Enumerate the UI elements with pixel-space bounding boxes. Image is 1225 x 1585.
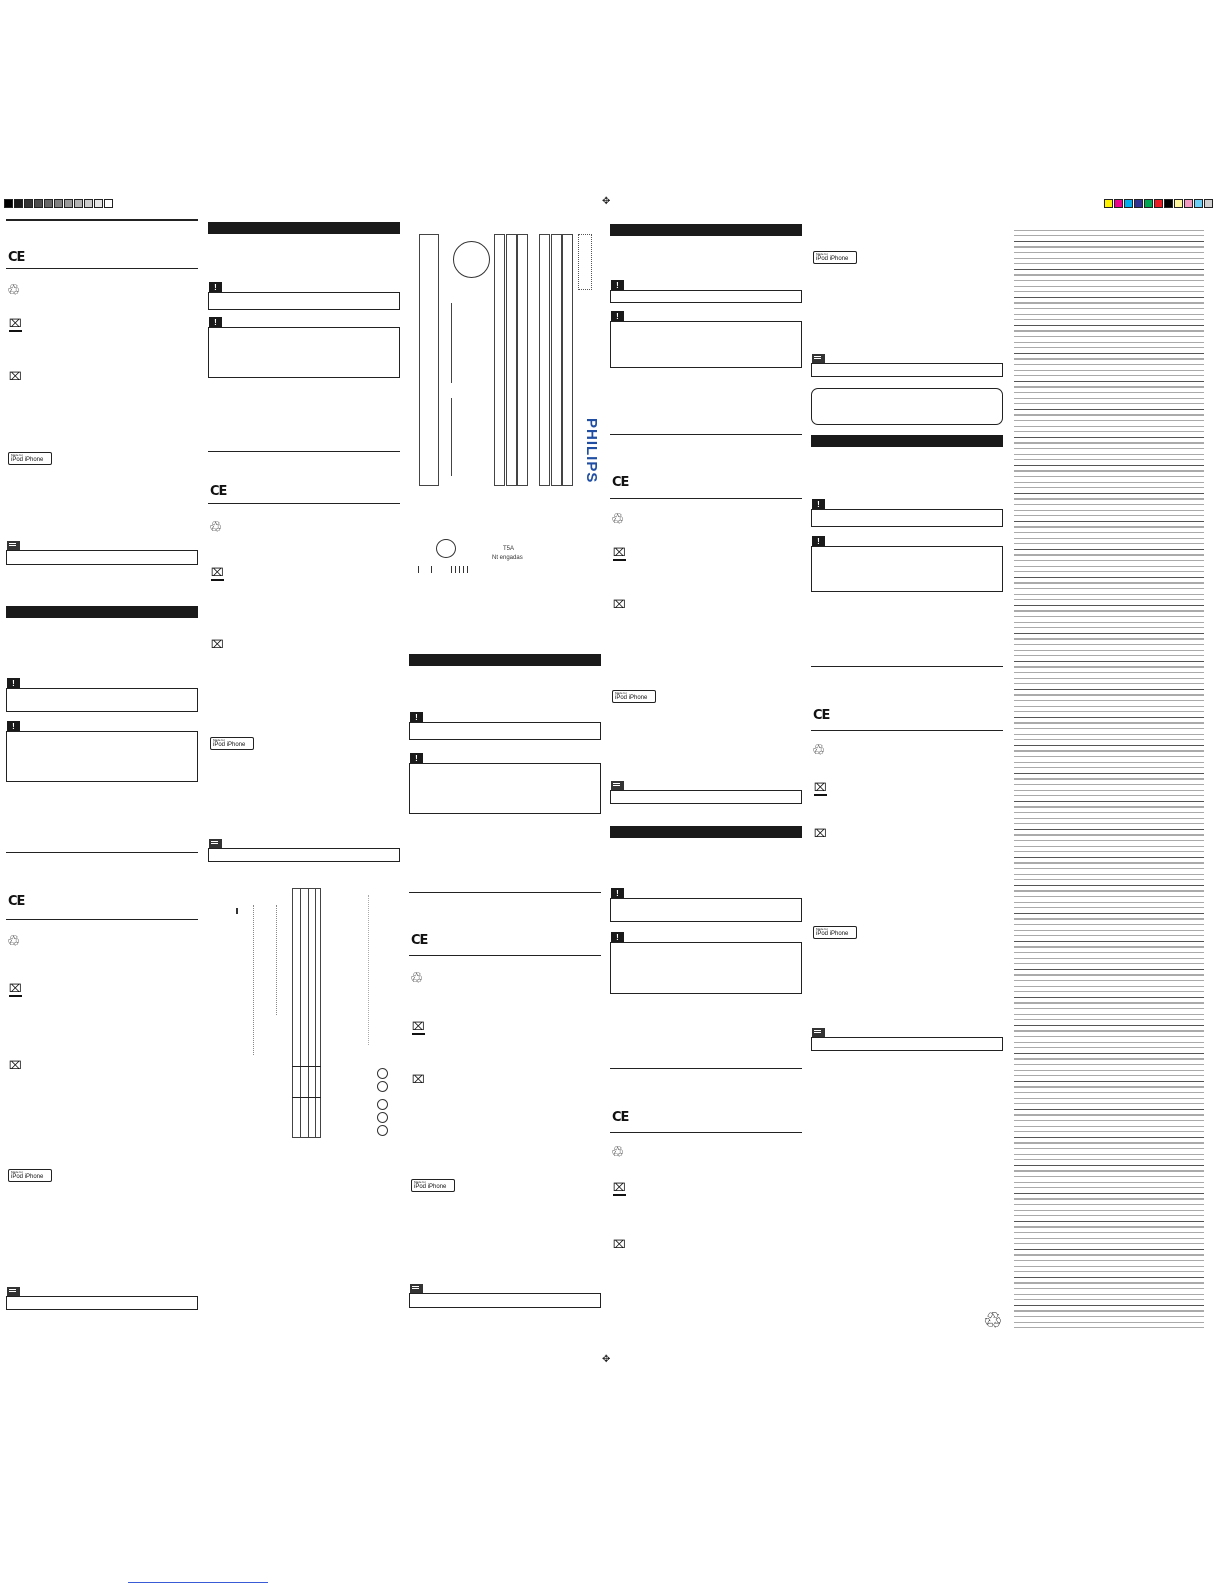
- section-rule: [610, 498, 802, 499]
- warning-icon: !: [611, 888, 624, 899]
- product-diagram-circle: [453, 241, 490, 278]
- section-rule: [208, 503, 400, 504]
- philips-logo: PHILIPS: [583, 418, 600, 484]
- made-for-devices: iPod iPhone: [816, 931, 849, 937]
- caution-box: [811, 509, 1003, 527]
- accessory-icon: [377, 1068, 388, 1079]
- gray-swatch: [104, 199, 113, 208]
- note-icon: [7, 541, 20, 550]
- registration-mark-icon: ✥: [602, 1354, 611, 1365]
- crossed-bin-icon: ⌧: [9, 982, 22, 995]
- gray-swatch: [4, 199, 13, 208]
- note-icon: [611, 781, 624, 790]
- section-rule: [610, 1068, 802, 1069]
- diagram-speech-bubble: [436, 539, 456, 558]
- section-header-bar: [6, 606, 198, 618]
- note-icon: [209, 839, 222, 848]
- recycle-icon: ♲: [209, 518, 223, 536]
- crossed-bin-icon: ⌧: [9, 370, 22, 383]
- caution-box: [409, 722, 601, 740]
- spec-table-divider: [308, 888, 309, 1138]
- gray-swatch: [84, 199, 93, 208]
- spec-table-row-rule: [292, 1066, 321, 1067]
- ce-mark: CE: [612, 1110, 629, 1125]
- spec-table-divider: [300, 888, 301, 1138]
- recycle-icon: ♲: [812, 741, 826, 759]
- product-diagram-panel: [517, 234, 528, 486]
- note-box: [208, 848, 400, 862]
- color-swatch: [1164, 199, 1173, 208]
- warning-icon: !: [611, 280, 624, 291]
- recycle-icon: ♲: [410, 969, 424, 987]
- ce-mark: CE: [8, 250, 25, 265]
- caution-box: [610, 290, 802, 303]
- ce-mark: CE: [210, 484, 227, 499]
- note-icon: [812, 354, 825, 363]
- gray-swatch: [14, 199, 23, 208]
- made-for-label: Made for: [11, 1170, 23, 1174]
- crossed-bin-icon: ⌧: [613, 1238, 626, 1251]
- gray-swatch: [34, 199, 43, 208]
- ce-mark: CE: [8, 894, 25, 909]
- made-for-devices: iPod iPhone: [615, 695, 648, 701]
- note-icon: [410, 1284, 423, 1293]
- product-diagram-panel: [539, 234, 550, 486]
- made-for-ipod-iphone-badge: [210, 737, 254, 750]
- gray-swatch: [44, 199, 53, 208]
- ce-mark: CE: [612, 475, 629, 490]
- recycle-icon: ♲: [983, 1309, 1003, 1334]
- spec-table: [292, 888, 321, 1138]
- note-box: [6, 550, 198, 565]
- warning-box: [610, 942, 802, 994]
- color-swatch: [1124, 199, 1133, 208]
- note-box: [610, 790, 802, 804]
- section-rule: [610, 434, 802, 435]
- crossed-bin-icon: ⌧: [412, 1073, 425, 1086]
- recycle-icon: ♲: [611, 1143, 625, 1161]
- product-diagram-panel: [494, 234, 505, 486]
- made-for-label: Made for: [816, 927, 828, 931]
- recycle-icon: ♲: [7, 932, 21, 950]
- recycle-icon: ♲: [611, 510, 625, 528]
- color-swatch: [1194, 199, 1203, 208]
- spec-table-row-rule: [292, 1097, 321, 1098]
- made-for-ipod-iphone-badge: [813, 251, 857, 264]
- section-header-bar: [610, 224, 802, 236]
- warning-icon: !: [611, 932, 624, 943]
- product-diagram-panel: [506, 234, 517, 486]
- crossed-bin-icon: ⌧: [412, 1020, 425, 1033]
- warning-box: [610, 321, 802, 368]
- made-for-ipod-iphone-badge: [813, 926, 857, 939]
- color-swatch: [1114, 199, 1123, 208]
- section-rule: [208, 451, 400, 452]
- note-box: [811, 363, 1003, 377]
- warning-icon: !: [209, 317, 222, 328]
- made-for-devices: iPod iPhone: [213, 742, 246, 748]
- section-rule: [811, 730, 1003, 731]
- section-rule: [409, 892, 601, 893]
- note-box: [6, 1296, 198, 1310]
- warning-box: [409, 763, 601, 814]
- accessory-icon: [377, 1112, 388, 1123]
- caution-box: [6, 688, 198, 712]
- warning-icon: !: [7, 721, 20, 732]
- diagram-callout-line: [451, 303, 452, 383]
- warning-box: [208, 327, 400, 378]
- product-diagram-panel: [419, 234, 439, 486]
- spec-table-divider: [315, 888, 316, 1138]
- warning-icon: !: [410, 753, 423, 764]
- dotted-leader: [276, 905, 277, 1015]
- section-header-bar: [610, 826, 802, 838]
- crossed-bin-icon: ⌧: [211, 638, 224, 651]
- gray-swatch: [94, 199, 103, 208]
- warning-icon: !: [812, 499, 825, 510]
- rounded-info-box: [811, 388, 1003, 425]
- caution-box: [208, 292, 400, 310]
- section-rule: [610, 1132, 802, 1133]
- made-for-label: Made for: [615, 691, 627, 695]
- gray-swatch: [24, 199, 33, 208]
- warning-icon: !: [7, 678, 20, 689]
- crossed-bin-icon: ⌧: [9, 1059, 22, 1072]
- accessory-icon: [377, 1081, 388, 1092]
- ce-mark: CE: [813, 708, 830, 723]
- dotted-leader: [253, 905, 254, 1055]
- product-diagram-panel: [578, 234, 592, 290]
- color-swatch: [1104, 199, 1113, 208]
- crossed-bin-icon: ⌧: [613, 1181, 626, 1194]
- color-swatch: [1144, 199, 1153, 208]
- section-rule: [6, 219, 198, 221]
- section-rule: [409, 955, 601, 956]
- section-rule: [811, 666, 1003, 667]
- section-header-bar: [409, 654, 601, 666]
- gray-swatch: [64, 199, 73, 208]
- process-color-bar: [1104, 199, 1214, 208]
- color-swatch: [1134, 199, 1143, 208]
- link-underline: [128, 1582, 268, 1583]
- diagram-callout-line: [451, 398, 452, 476]
- note-icon: [7, 1287, 20, 1296]
- crossed-bin-icon: ⌧: [613, 598, 626, 611]
- note-box: [811, 1037, 1003, 1051]
- made-for-ipod-iphone-badge: [612, 690, 656, 703]
- warning-box: [6, 731, 198, 782]
- made-for-devices: iPod iPhone: [414, 1184, 447, 1190]
- dotted-leader: [368, 895, 369, 1045]
- warning-icon: !: [812, 536, 825, 547]
- diagram-label: T5A: [503, 546, 515, 552]
- diagram-label: Nt engadas: [492, 555, 523, 561]
- recycle-icon: ♲: [7, 281, 21, 299]
- color-swatch: [1174, 199, 1183, 208]
- made-for-label: Made for: [414, 1180, 426, 1184]
- color-swatch: [1154, 199, 1163, 208]
- accessory-icon: [377, 1125, 388, 1136]
- warning-icon: !: [410, 712, 423, 723]
- diagram-tick-marks: [418, 566, 432, 573]
- gray-swatch: [54, 199, 63, 208]
- crossed-bin-icon: ⌧: [9, 317, 22, 330]
- crossed-bin-icon: ⌧: [211, 566, 224, 579]
- registration-mark-icon: ✥: [602, 196, 611, 207]
- diagram-tick-marks: [451, 566, 471, 573]
- caution-box: [610, 898, 802, 922]
- made-for-devices: iPod iPhone: [11, 457, 44, 463]
- section-header-bar: [811, 435, 1003, 447]
- warning-icon: !: [611, 311, 624, 322]
- made-for-ipod-iphone-badge: [8, 1169, 52, 1182]
- made-for-devices: iPod iPhone: [816, 256, 849, 262]
- section-rule: [6, 268, 198, 269]
- color-swatch: [1184, 199, 1193, 208]
- made-for-label: Made for: [11, 453, 23, 457]
- note-icon: [812, 1028, 825, 1037]
- warning-box: [811, 546, 1003, 592]
- crossed-bin-icon: ⌧: [814, 781, 827, 794]
- section-rule: [6, 919, 198, 920]
- note-box: [409, 1293, 601, 1308]
- color-swatch: [1204, 199, 1213, 208]
- made-for-ipod-iphone-badge: [8, 452, 52, 465]
- product-diagram-panel: [551, 234, 562, 486]
- warning-icon: !: [209, 282, 222, 293]
- crossed-bin-icon: ⌧: [613, 546, 626, 559]
- ce-mark: CE: [411, 933, 428, 948]
- gray-swatch: [74, 199, 83, 208]
- made-for-label: Made for: [213, 738, 225, 742]
- crossed-bin-icon: ⌧: [814, 827, 827, 840]
- made-for-devices: iPod iPhone: [11, 1174, 44, 1180]
- grayscale-bar: [4, 199, 114, 208]
- section-rule: [6, 852, 198, 853]
- accessory-icon: [377, 1099, 388, 1110]
- made-for-label: Made for: [816, 252, 828, 256]
- spec-marker: [236, 908, 238, 914]
- made-for-ipod-iphone-badge: [411, 1179, 455, 1192]
- section-header-bar: [208, 222, 400, 234]
- lined-text-column: [1014, 225, 1204, 1333]
